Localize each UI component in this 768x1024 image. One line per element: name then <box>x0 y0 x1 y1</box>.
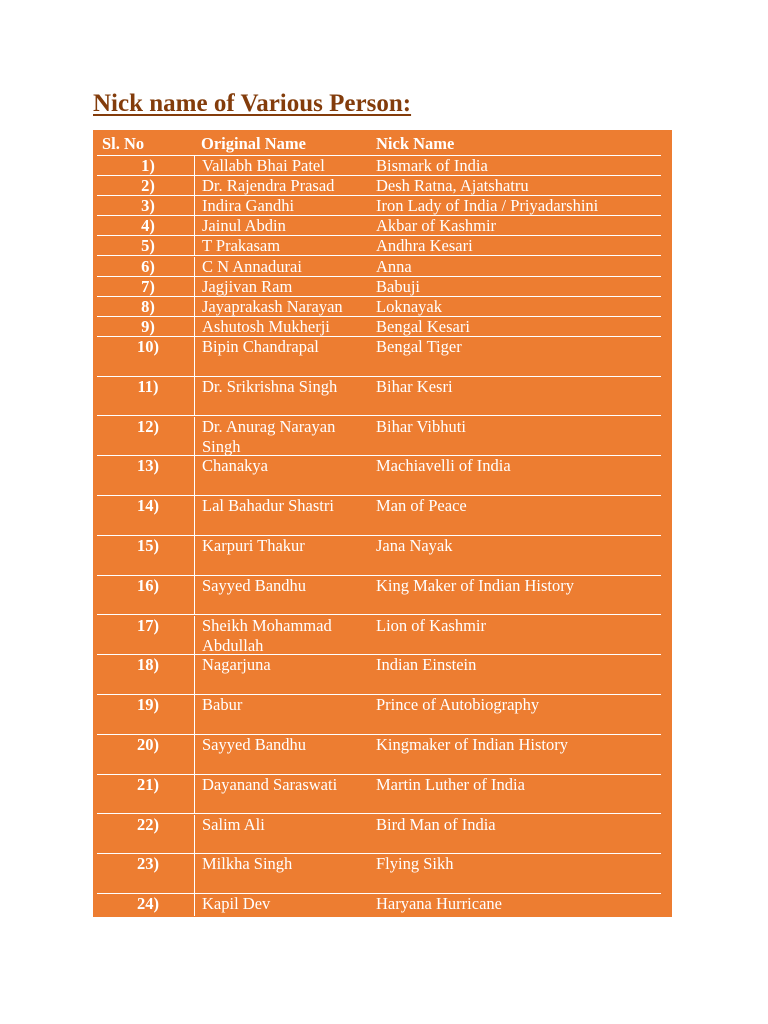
table-row <box>97 854 661 894</box>
row-number: 14) <box>137 496 159 516</box>
row-number: 11) <box>137 376 159 396</box>
nick-name: Kingmaker of Indian History <box>376 734 568 754</box>
nick-name: Loknayak <box>376 296 442 316</box>
original-name: Jainul Abdin <box>194 216 369 235</box>
page-title: Nick name of Various Person: <box>93 90 412 117</box>
row-number: 9) <box>141 316 155 336</box>
table-row <box>97 456 661 496</box>
original-name: Milkha Singh <box>194 854 369 893</box>
table-row <box>97 216 661 236</box>
original-name: Ashutosh Mukherji <box>194 317 369 336</box>
row-number: 3) <box>141 196 155 216</box>
table-row <box>97 297 661 317</box>
original-name: Babur <box>194 695 369 734</box>
original-name: Dr. Srikrishna Singh <box>194 377 369 416</box>
table-row <box>97 735 661 775</box>
table-row <box>97 176 661 196</box>
original-name: Vallabh Bhai Patel <box>194 156 369 175</box>
table-row <box>97 196 661 216</box>
nick-name: Haryana Hurricane <box>376 894 502 914</box>
original-name: Dr. Anurag Narayan Singh <box>194 417 369 456</box>
header-original-name: Original Name <box>201 134 306 153</box>
row-number: 19) <box>137 695 159 715</box>
original-name: Indira Gandhi <box>194 196 369 215</box>
original-name: Nagarjuna <box>194 655 369 694</box>
nick-name: Iron Lady of India / Priyadarshini <box>376 196 599 216</box>
table-row <box>97 236 661 256</box>
row-number: 18) <box>137 655 159 675</box>
row-number: 4) <box>141 216 155 236</box>
row-number: 13) <box>137 456 159 476</box>
row-number: 5) <box>141 236 155 256</box>
table-row <box>97 576 661 616</box>
nick-name: Babuji <box>376 276 420 296</box>
table-row <box>97 655 661 695</box>
row-number: 20) <box>137 734 159 754</box>
nick-name: Andhra Kesari <box>376 236 473 256</box>
original-name: Dr. Rajendra Prasad <box>194 176 369 195</box>
original-name: Lal Bahadur Shastri <box>194 496 369 535</box>
table-row <box>97 277 661 297</box>
nick-name: Man of Peace <box>376 496 467 516</box>
row-number: 6) <box>141 256 155 276</box>
table-row <box>97 417 661 457</box>
nick-name: Bihar Kesri <box>376 376 453 396</box>
row-number: 24) <box>137 894 159 914</box>
nick-name: Machiavelli of India <box>376 456 511 476</box>
nick-name: Akbar of Kashmir <box>376 216 497 236</box>
nick-name: Prince of Autobiography <box>376 695 540 715</box>
row-number: 1) <box>141 156 155 175</box>
row-number: 2) <box>141 176 155 196</box>
original-name: Sayyed Bandhu <box>194 735 369 774</box>
row-number: 16) <box>137 575 159 595</box>
nick-name: Lion of Kashmir <box>376 615 486 635</box>
table-row <box>97 775 661 815</box>
original-name: Karpuri Thakur <box>194 536 369 575</box>
header-nick-name: Nick Name <box>376 134 455 153</box>
table-row <box>97 894 661 916</box>
nick-name: Bengal Kesari <box>376 316 470 336</box>
row-number: 10) <box>137 336 159 356</box>
original-name: Jayaprakash Narayan <box>194 297 369 316</box>
table-row <box>97 616 661 656</box>
nick-name: King Maker of Indian History <box>376 575 574 595</box>
table-row <box>97 156 661 176</box>
table-row <box>97 377 661 417</box>
original-name: Sayyed Bandhu <box>194 576 369 615</box>
row-number: 8) <box>141 296 155 316</box>
header-sl-no: Sl. No <box>102 134 145 153</box>
nick-name: Bismark of India <box>376 156 488 175</box>
table-row <box>97 536 661 576</box>
table-row <box>97 257 661 277</box>
table-row <box>97 496 661 536</box>
nick-name: Indian Einstein <box>376 655 477 675</box>
nick-name: Bird Man of India <box>376 814 496 834</box>
original-name: Dayanand Saraswati <box>194 775 369 814</box>
original-name: Kapil Dev <box>194 894 369 916</box>
table-row <box>97 337 661 377</box>
row-number: 7) <box>141 276 155 296</box>
nick-name: Jana Nayak <box>376 535 453 555</box>
row-number: 23) <box>137 854 159 874</box>
nick-name: Martin Luther of India <box>376 774 525 794</box>
row-number: 17) <box>137 615 159 635</box>
original-name: C N Annadurai <box>194 257 369 276</box>
table-row <box>97 317 661 337</box>
row-number: 22) <box>137 814 159 834</box>
table-row <box>97 815 661 855</box>
nick-name: Anna <box>376 256 412 276</box>
row-number: 12) <box>137 416 159 436</box>
nick-name: Desh Ratna, Ajatshatru <box>376 176 529 196</box>
original-name: Salim Ali <box>194 815 369 854</box>
row-number: 21) <box>137 774 159 794</box>
row-number: 15) <box>137 535 159 555</box>
original-name: Bipin Chandrapal <box>194 337 369 376</box>
original-name: Chanakya <box>194 456 369 495</box>
table-header-row <box>97 134 661 156</box>
nick-name: Bengal Tiger <box>376 336 462 356</box>
nick-name: Bihar Vibhuti <box>376 416 466 436</box>
nick-name: Flying Sikh <box>376 854 454 874</box>
table-row <box>97 695 661 735</box>
original-name: Sheikh Mohammad Abdullah <box>194 616 369 655</box>
nickname-table <box>93 130 672 917</box>
original-name: T Prakasam <box>194 236 369 255</box>
original-name: Jagjivan Ram <box>194 277 369 296</box>
